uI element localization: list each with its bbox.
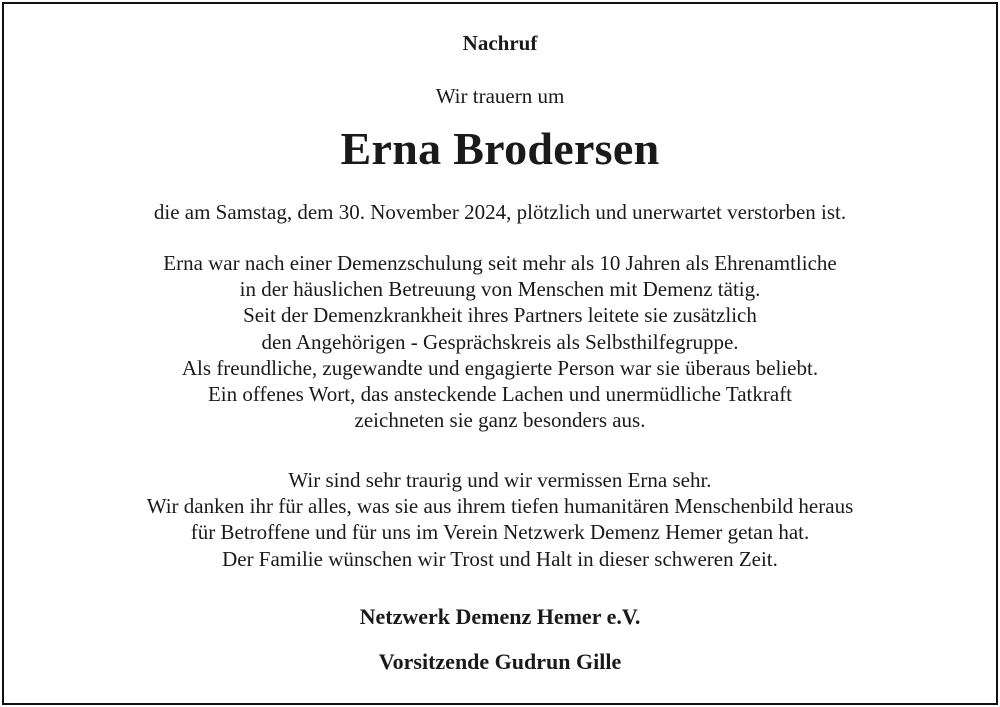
tribute-line: in der häuslichen Betreuung von Menschen mit Demenz tätig. (239, 277, 761, 302)
condolence-line: für Betroffene und für uns im Verein Netzwerk Demenz Hemer getan hat. (190, 520, 810, 545)
tribute-line: Seit der Demenzkrankheit ihres Partners leitete sie zusätzlich (243, 303, 757, 328)
deceased-name: Erna Brodersen (340, 123, 660, 174)
death-line: die am Samstag, dem 30. November 2024, plötzlich und unerwartet verstorben ist. (153, 200, 847, 224)
condolence-paragraph (0, 467, 1000, 572)
tribute-line: Als freundliche, zugewandte und engagierte Person war sie überaus beliebt. (181, 355, 819, 380)
notice-intro: Wir trauern um (435, 84, 565, 108)
tribute-line: Erna war nach einer Demenzschulung seit mehr als 10 Jahren als Ehrenamtliche (163, 251, 837, 275)
signature-person: Vorsitzende Gudrun Gille (378, 649, 622, 674)
signature-organization: Netzwerk Demenz Hemer e.V. (359, 604, 641, 629)
condolence-line: Wir sind sehr traurig und wir vermissen Erna sehr. (288, 468, 712, 492)
tribute-line: zeichneten sie ganz besonders aus. (354, 408, 646, 433)
notice-heading: Nachruf (462, 31, 538, 55)
tribute-line: den Angehörigen - Gesprächskreis als Selbsthilfegruppe. (261, 329, 739, 354)
condolence-line: Der Familie wünschen wir Trost und Halt in dieser schweren Zeit. (222, 546, 778, 571)
tribute-line: Ein offenes Wort, das ansteckende Lachen und unermüdliche Tatkraft (207, 382, 793, 407)
tribute-paragraph (0, 250, 1000, 433)
condolence-line: Wir danken ihr für alles, was sie aus ihrem tiefen humanitären Menschenbild heraus (146, 494, 854, 519)
